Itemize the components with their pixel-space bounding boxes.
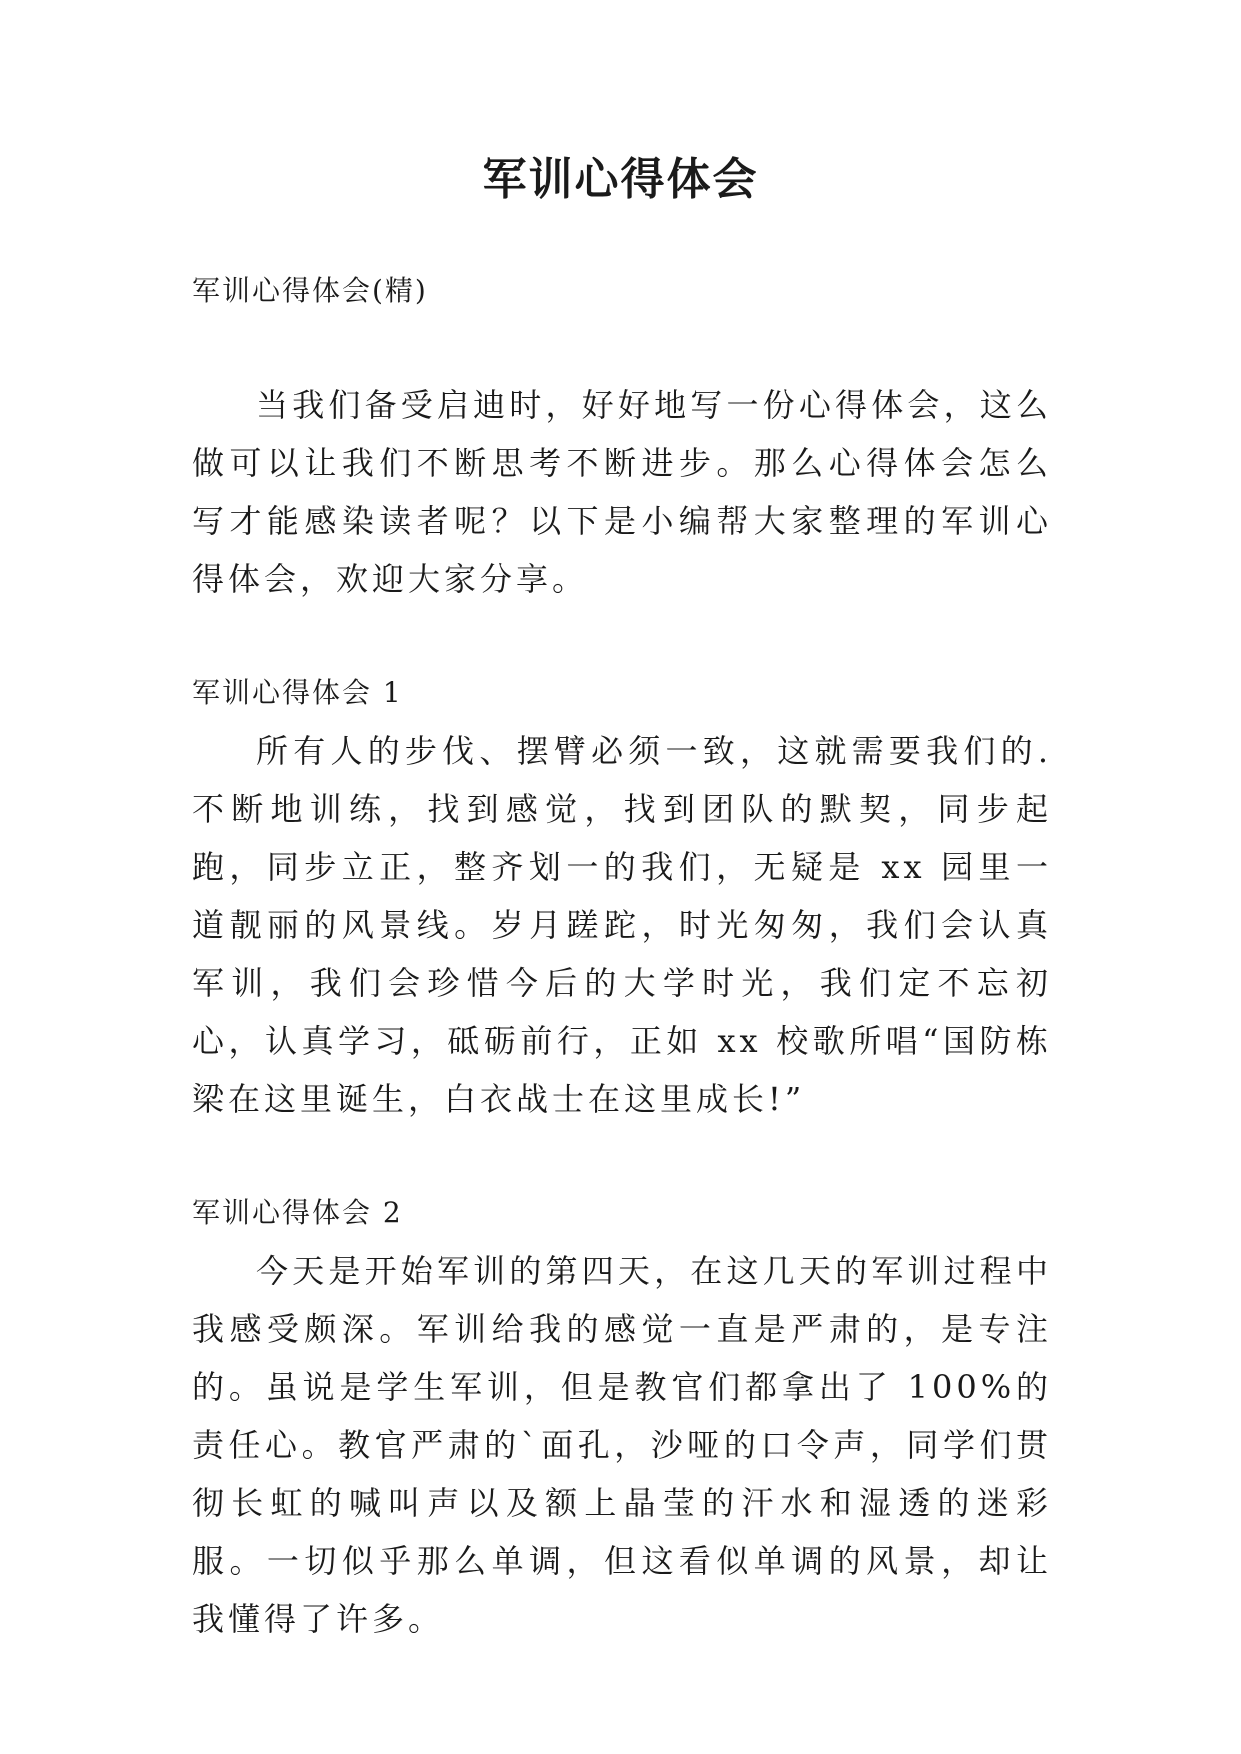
intro-paragraph: 当我们备受启迪时，好好地写一份心得体会，这么做可以让我们不断思考不断进步。那么心得体会怎么写才能感染读者呢？以下是小编帮大家整理的军训心得体会，欢迎大家分享。 xyxy=(192,386,1052,598)
section-body-2: 今天是开始军训的第四天，在这几天的军训过程中我感受颇深。军训给我的感觉一直是严肃的，是专注的。虽说是学生军训，但是教官们都拿出了 100%的责任心。教官严肃的`面孔，沙哑的口令声，同学们贯彻长虹的喊叫声以及额上晶莹的汗水和湿透的迷彩服。一切似乎那么单调，但这看似单调的风景，却让我懂得了许多。 xyxy=(192,1252,1052,1638)
section-heading-1: 军训心得体会 1 xyxy=(192,676,403,709)
document-title: 军训心得体会 xyxy=(482,154,759,205)
section-body-1: 所有人的步伐、摆臂必须一致，这就需要我们的.不断地训练，找到感觉，找到团队的默契，同步起跑，同步立正，整齐划一的我们，无疑是 xx 园里一道靓丽的风景线。岁月蹉跎，时光匆匆，我们会认真军训，我们会珍惜今后的大学时光，我们定不忘初心，认真学习，砥砺前行，正如 xx 校歌所唱“国防栋梁在这里诞生，白衣战士在这里成长!” xyxy=(192,732,1052,1118)
document-body xyxy=(192,262,1052,1648)
section-heading-2: 军训心得体会 2 xyxy=(192,1196,403,1229)
document-subtitle: 军训心得体会(精) xyxy=(192,274,428,307)
